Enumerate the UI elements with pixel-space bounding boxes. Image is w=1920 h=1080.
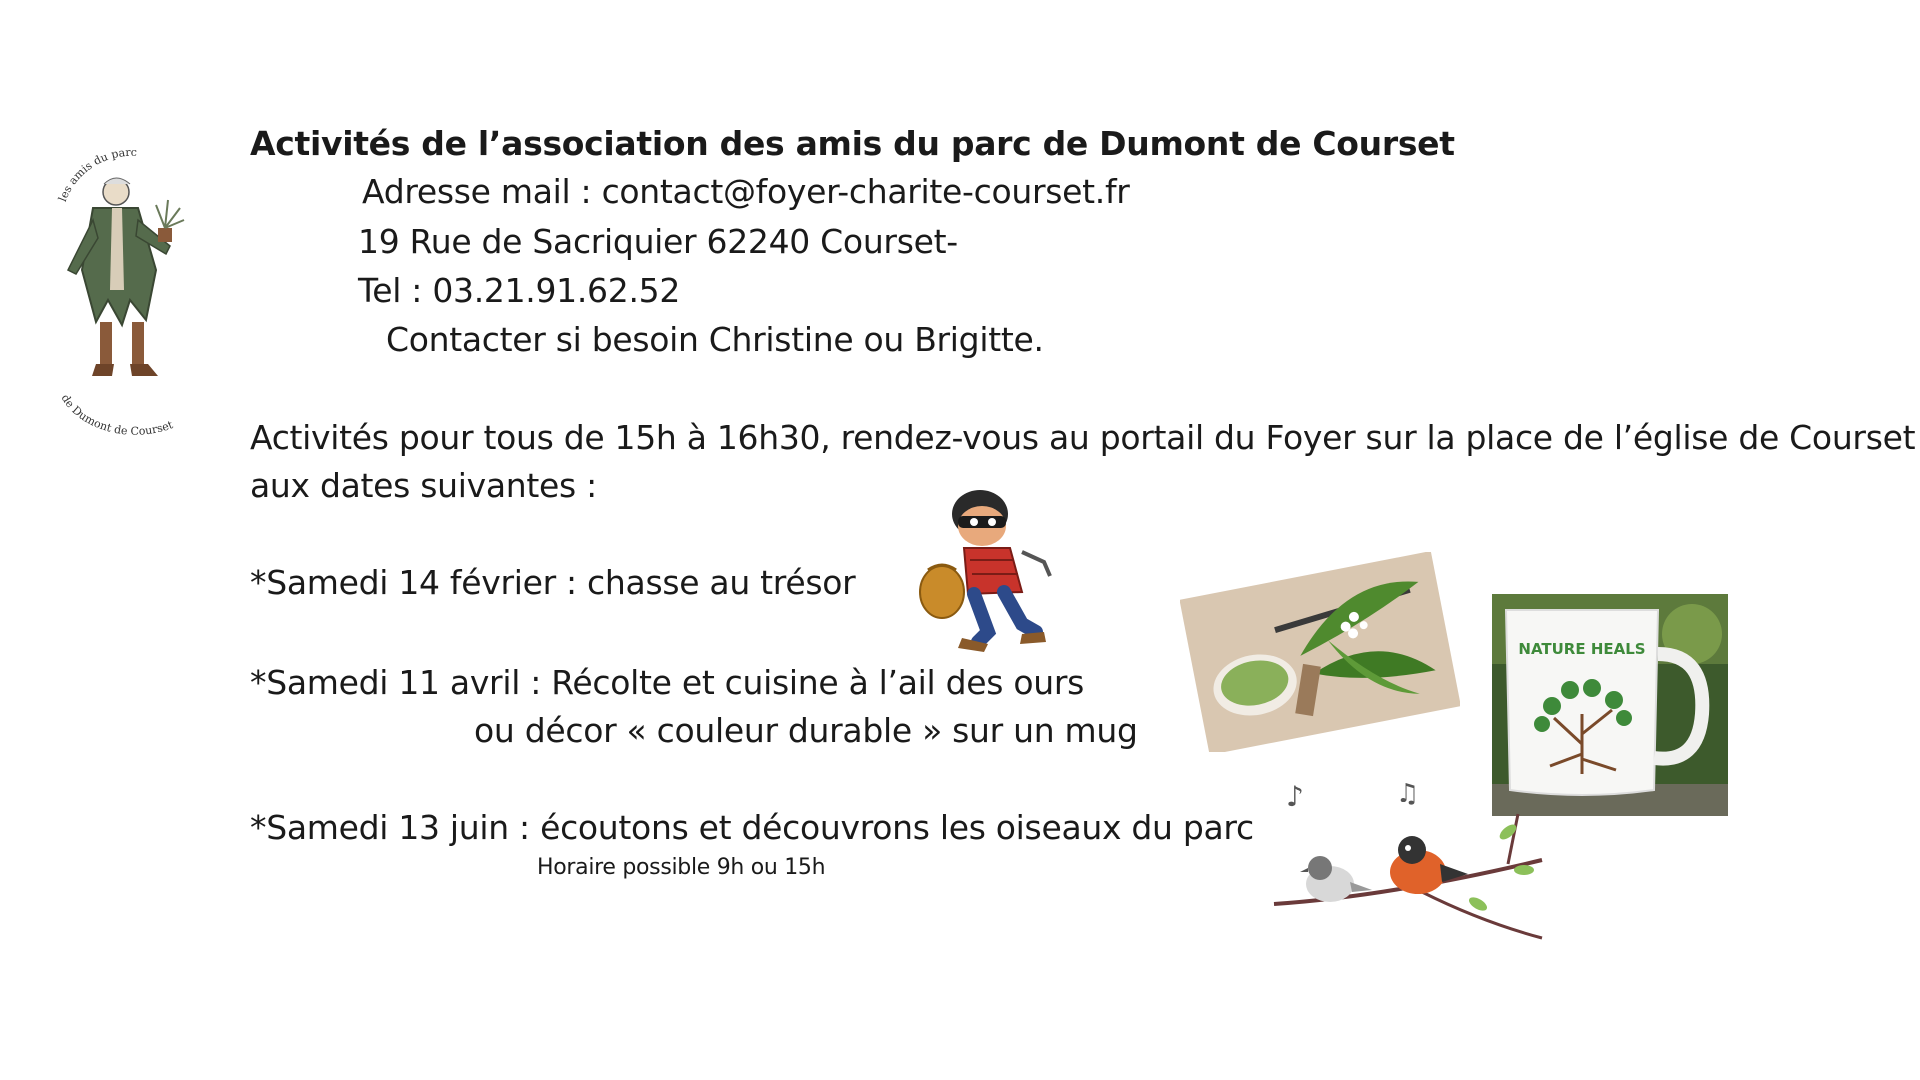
wild-garlic-photo-icon — [1180, 552, 1460, 752]
event-june-note: Horaire possible 9h ou 15h — [537, 855, 826, 880]
birds-on-branch-icon — [1272, 772, 1550, 952]
logo-arc-top: les amis du parc — [55, 150, 138, 204]
mug-text: NATURE HEALS — [1518, 640, 1646, 658]
treasure-thief-illustration — [918, 482, 1056, 658]
phone-line: Tel : 03.21.91.62.52 — [358, 271, 681, 310]
contact-line: Contacter si besoin Christine ou Brigitte. — [386, 320, 1044, 359]
intro-line-2: aux dates suivantes : — [250, 466, 597, 505]
logo-arc-bottom: de Dumont de Courset — [58, 392, 175, 438]
address-line: 19 Rue de Sacriquier 62240 Courset- — [358, 222, 958, 261]
wild-garlic-photo — [1180, 552, 1460, 752]
association-logo — [38, 150, 220, 440]
gardener-logo-icon — [38, 150, 220, 440]
email-line: Adresse mail : contact@foyer-charite-courset.fr — [362, 172, 1130, 211]
svg-text:♪: ♪ — [1286, 780, 1304, 813]
event-february: *Samedi 14 février : chasse au trésor — [250, 563, 856, 602]
svg-text:♫: ♫ — [1396, 779, 1420, 809]
treasure-thief-icon — [918, 482, 1056, 658]
page-title: Activités de l’association des amis du parc de Dumont de Courset — [250, 124, 1455, 163]
event-april-alt: ou décor « couleur durable » sur un mug — [474, 711, 1138, 750]
birds-illustration — [1272, 772, 1550, 952]
event-april: *Samedi 11 avril : Récolte et cuisine à l’ail des ours — [250, 663, 1084, 702]
event-june: *Samedi 13 juin : écoutons et découvrons les oiseaux du parc — [250, 808, 1254, 847]
intro-line-1: Activités pour tous de 15h à 16h30, rendez-vous au portail du Foyer sur la place de l’église de Courset — [250, 418, 1916, 457]
